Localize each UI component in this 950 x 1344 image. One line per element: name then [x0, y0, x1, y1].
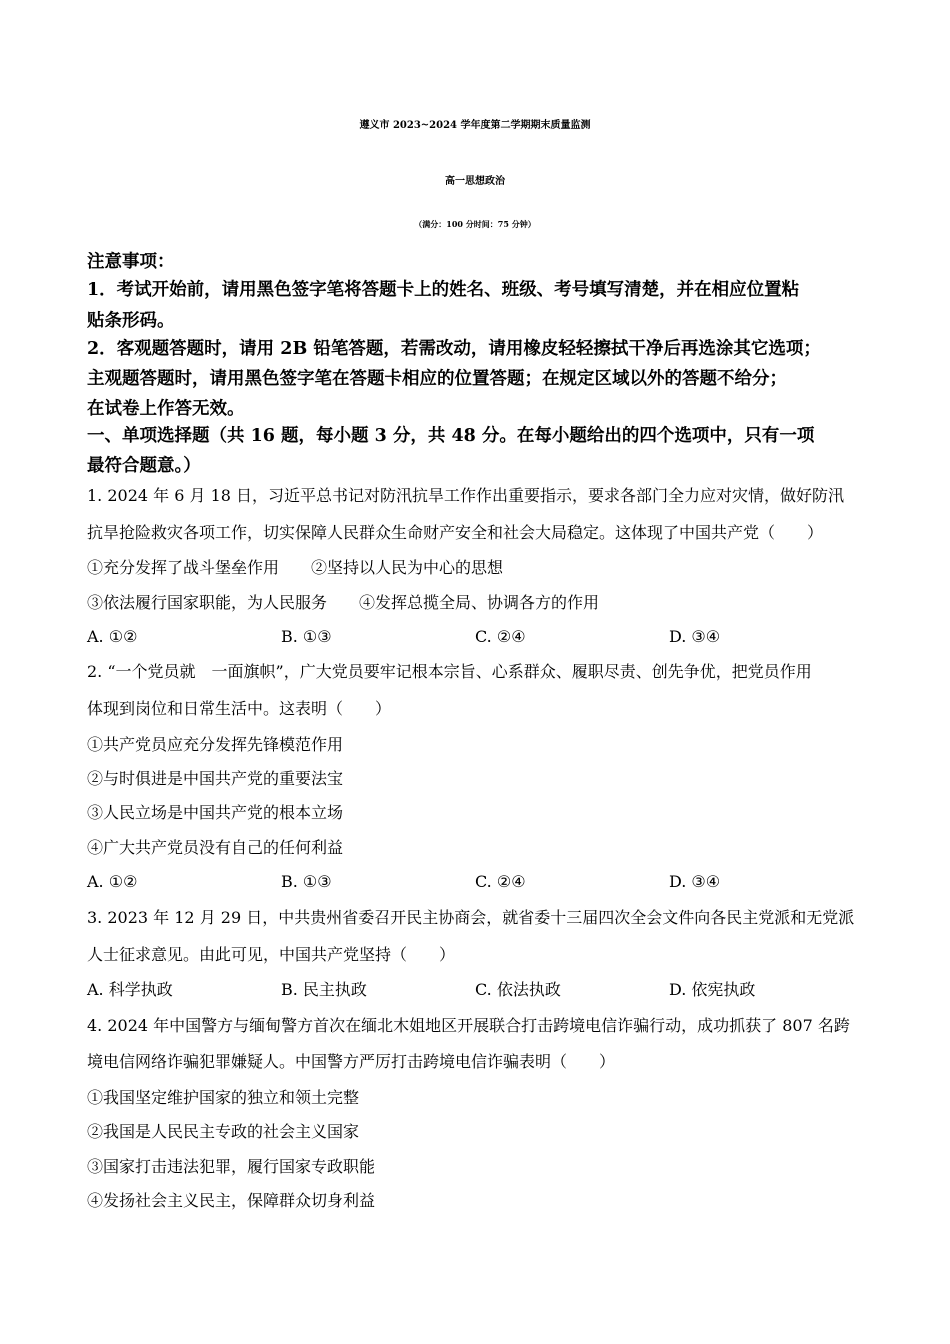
notice-line-1: 1．考试开始前，请用黑色签字笔将答题卡上的姓名、班级、考号填写清楚，并在相应位置粘: [87, 280, 800, 300]
statement: ③国家打击违法犯罪，履行国家专政职能: [87, 1157, 376, 1176]
option-b: B. 民主执政: [281, 980, 367, 999]
section-heading-line-2: 最符合题意。）: [87, 456, 201, 476]
question-stem-line: 3. 2023 年 12 月 29 日，中共贵州省委召开民主协商会，就省委十三届四次全会文件向各民主党派和无党派: [87, 908, 855, 927]
notice-line-2: 贴条形码。: [87, 311, 175, 331]
option-a: A. ①②: [87, 872, 138, 891]
notice-heading: 注意事项：: [87, 252, 175, 272]
option-b: B. ①③: [281, 627, 332, 646]
option-d: D. ③④: [669, 872, 721, 891]
statement: ①充分发挥了战斗堡垒作用 ②坚持以人民为中心的思想: [87, 558, 504, 577]
statement: ③依法履行国家职能，为人民服务 ④发挥总揽全局、协调各方的作用: [87, 593, 600, 612]
subject-title: 高一思想政治: [445, 176, 505, 187]
option-b: B. ①③: [281, 872, 332, 891]
statement: ②与时俱进是中国共产党的重要法宝: [87, 769, 344, 788]
question-stem-line: 4. 2024 年中国警方与缅甸警方首次在缅北木姐地区开展联合打击跨境电信诈骗行动，成功抓获了 807 名跨: [87, 1016, 850, 1035]
question-stem-line: 体现到岗位和日常生活中。这表明（ ）: [87, 699, 392, 718]
notice-line-4: 主观题答题时，请用黑色签字笔在答题卡相应的位置答题；在规定区域以外的答题不给分；: [87, 369, 787, 389]
option-c: C. 依法执政: [475, 980, 561, 999]
question-stem-line: 境电信网络诈骗犯罪嫌疑人。中国警方严厉打击跨境电信诈骗表明（ ）: [87, 1052, 616, 1071]
notice-line-5: 在试卷上作答无效。: [87, 399, 245, 419]
statement: ④广大共产党员没有自己的任何利益: [87, 838, 344, 857]
statement: ①我国坚定维护国家的独立和领土完整: [87, 1088, 360, 1107]
question-stem-line: 抗旱抢险救灾各项工作，切实保障人民群众生命财产安全和社会大局稳定。这体现了中国共产党（ ）: [87, 523, 824, 542]
question-stem-line: 人士征求意见。由此可见，中国共产党坚持（ ）: [87, 945, 456, 964]
notice-line-3: 2．客观题答题时，请用 2B 铅笔答题，若需改动，请用橡皮轻轻擦拭干净后再选涂其它选项；: [87, 339, 821, 359]
option-a: A. ①②: [87, 627, 138, 646]
option-a: A. 科学执政: [87, 980, 173, 999]
section-heading-line-1: 一、单项选择题（共 16 题，每小题 3 分，共 48 分。在每小题给出的四个选项中，只有一项: [87, 426, 815, 446]
option-d: D. 依宪执政: [669, 980, 756, 999]
exam-meta: （满分：100 分时间：75 分钟）: [414, 219, 536, 229]
question-stem-line: 2. “一个党员就 一面旗帜”，广大党员要牢记根本宗旨、心系群众、履职尽责、创先争优，把党员作用: [87, 662, 812, 681]
statement: ②我国是人民民主专政的社会主义国家: [87, 1122, 360, 1141]
statement: ①共产党员应充分发挥先锋模范作用: [87, 735, 344, 754]
statement: ④发扬社会主义民主，保障群众切身利益: [87, 1191, 376, 1210]
option-c: C. ②④: [475, 872, 526, 891]
option-c: C. ②④: [475, 627, 526, 646]
question-stem-line: 1. 2024 年 6 月 18 日，习近平总书记对防汛抗旱工作作出重要指示，要求各部门全力应对灾情，做好防汛: [87, 486, 845, 505]
option-d: D. ③④: [669, 627, 721, 646]
exam-title: 遵义市 2023~2024 学年度第二学期期末质量监测: [359, 120, 591, 131]
statement: ③人民立场是中国共产党的根本立场: [87, 803, 344, 822]
